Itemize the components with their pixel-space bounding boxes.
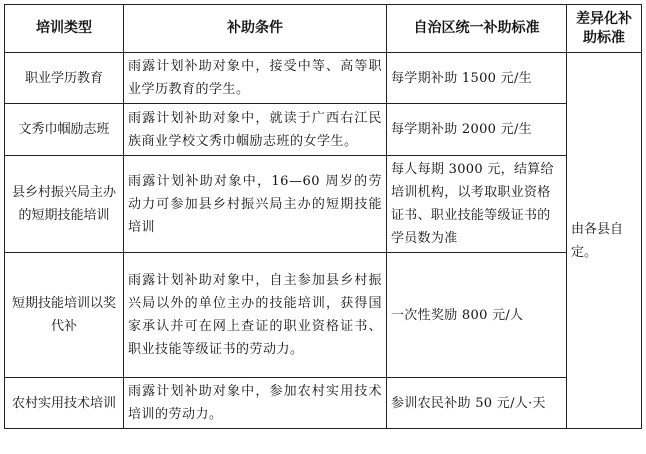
header-training-type: 培训类型	[5, 5, 124, 53]
cell-training-type: 县乡村振兴局主办的短期技能培训	[5, 156, 124, 253]
cell-training-type: 文秀巾帼励志班	[5, 104, 124, 156]
table-row	[5, 156, 642, 253]
cell-condition: 雨露计划补助对象中，接受中等、高等职业学历教育的学生。	[124, 53, 387, 104]
cell-standard: 每人每期 3000 元，结算给培训机构，以考取职业资格证书、职业技能等级证书的学员数为准	[387, 156, 567, 253]
header-differential-standard: 差异化补助标准	[567, 5, 642, 53]
cell-condition: 雨露计划补助对象中，自主参加县乡村振兴局以外的单位主办的技能培训，获得国家承认并可在网上查证的职业资格证书、职业技能等级证书的劳动力。	[124, 253, 387, 378]
header-conditions: 补助条件	[124, 5, 387, 53]
cell-standard: 每学期补助 2000 元/生	[387, 104, 567, 156]
table-row	[5, 253, 642, 378]
cell-standard: 参训农民补助 50 元/人·天	[387, 378, 567, 429]
table-row	[5, 53, 642, 104]
table-row	[5, 104, 642, 156]
cell-training-type: 职业学历教育	[5, 53, 124, 104]
cell-condition: 雨露计划补助对象中，参加农村实用技术培训的劳动力。	[124, 378, 387, 429]
cell-standard: 每学期补助 1500 元/生	[387, 53, 567, 104]
table-row	[5, 378, 642, 429]
cell-condition: 雨露计划补助对象中，16—60 周岁的劳动力可参加县乡村振兴局主办的短期技能培训	[124, 156, 387, 253]
header-row	[5, 5, 642, 53]
subsidy-standards-table	[4, 4, 642, 429]
cell-training-type: 农村实用技术培训	[5, 378, 124, 429]
header-unified-standard: 自治区统一补助标准	[387, 5, 567, 53]
cell-standard: 一次性奖励 800 元/人	[387, 253, 567, 378]
cell-training-type: 短期技能培训以奖代补	[5, 253, 124, 378]
cell-condition: 雨露计划补助对象中，就读于广西右江民族商业学校文秀巾帼励志班的女学生。	[124, 104, 387, 156]
cell-differential-note: 由各县自定。	[567, 53, 642, 429]
